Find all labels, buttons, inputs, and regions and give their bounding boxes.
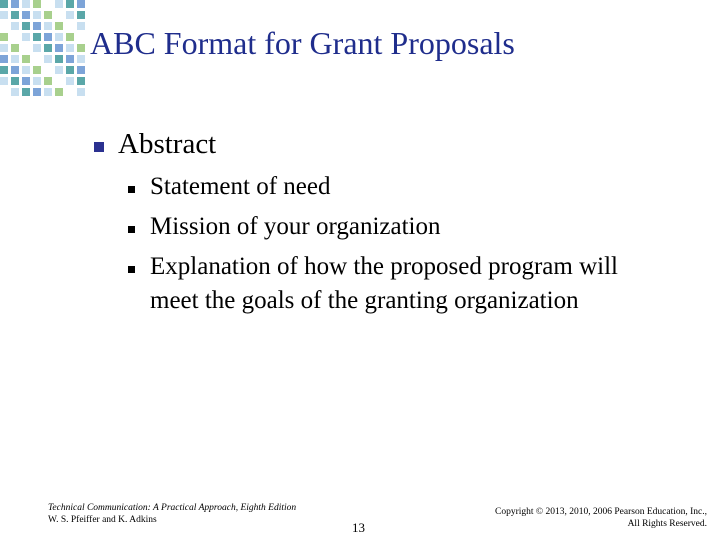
mosaic-tile [22,55,30,63]
copyright-line2: All Rights Reserved. [627,519,707,529]
mosaic-tile [66,77,74,85]
mosaic-tile [0,44,8,52]
mosaic-tile [33,11,41,19]
mosaic-tile [0,0,8,8]
mosaic-tile [77,88,85,96]
decorative-mosaic [0,0,86,104]
mosaic-tile [66,33,74,41]
mosaic-tile [66,22,74,30]
mosaic-tile [33,77,41,85]
page-number: 13 [352,520,365,535]
mosaic-tile [77,77,85,85]
sub-bullet-square-icon [128,186,135,193]
mosaic-tile [22,77,30,85]
mosaic-tile [77,22,85,30]
mosaic-tile [77,55,85,63]
footer-book-info [48,502,296,526]
mosaic-tile [22,33,30,41]
mosaic-tile [55,11,63,19]
bullet-abstract: Abstract [118,128,217,160]
mosaic-tile [66,66,74,74]
mosaic-tile [33,33,41,41]
mosaic-tile [33,88,41,96]
mosaic-tile [11,66,19,74]
mosaic-tile [44,55,52,63]
mosaic-tile [55,66,63,74]
sub-bullet-explanation-line2: meet the goals of the granting organization [150,287,579,314]
mosaic-tile [55,77,63,85]
mosaic-tile [33,0,41,8]
mosaic-tile [66,44,74,52]
mosaic-tile [55,88,63,96]
mosaic-tile [55,0,63,8]
footer-book-title: Technical Communication: A Practical Approach, Eighth Edition [48,503,297,513]
sub-bullet-statement: Statement of need [150,173,331,200]
mosaic-tile [55,55,63,63]
mosaic-tile [11,0,19,8]
mosaic-tile [66,55,74,63]
sub-bullet-explanation-line1: Explanation of how the proposed program will [150,253,618,280]
slide-title: ABC Format for Grant Proposals [90,25,515,61]
sub-bullet-square-icon [128,266,135,273]
mosaic-tile [0,22,8,30]
bullet-square-icon [94,142,104,152]
mosaic-tile [0,77,8,85]
footer-authors: W. S. Pfeiffer and K. Adkins [48,515,157,525]
mosaic-tile [33,55,41,63]
mosaic-tile [66,0,74,8]
mosaic-tile [0,11,8,19]
mosaic-tile [0,88,8,96]
mosaic-tile [55,22,63,30]
mosaic-tile [22,66,30,74]
footer-copyright [495,506,707,530]
mosaic-tile [22,44,30,52]
mosaic-tile [44,0,52,8]
mosaic-tile [22,22,30,30]
mosaic-tile [0,66,8,74]
mosaic-tile [77,11,85,19]
mosaic-tile [44,44,52,52]
copyright-line1: Copyright © 2013, 2010, 2006 Pearson Education, Inc., [495,507,707,517]
mosaic-tile [77,0,85,8]
mosaic-tile [0,33,8,41]
mosaic-tile [22,88,30,96]
mosaic-tile [44,22,52,30]
mosaic-tile [11,77,19,85]
mosaic-tile [44,77,52,85]
mosaic-tile [11,88,19,96]
mosaic-tile [44,66,52,74]
mosaic-tile [11,44,19,52]
mosaic-tile [44,88,52,96]
mosaic-tile [11,22,19,30]
mosaic-tile [33,44,41,52]
mosaic-tile [22,0,30,8]
mosaic-tile [22,11,30,19]
mosaic-tile [77,66,85,74]
mosaic-tile [11,55,19,63]
sub-bullet-square-icon [128,226,135,233]
mosaic-tile [11,33,19,41]
mosaic-tile [33,22,41,30]
mosaic-tile [0,55,8,63]
mosaic-tile [77,33,85,41]
mosaic-tile [33,66,41,74]
mosaic-tile [66,11,74,19]
mosaic-tile [55,33,63,41]
sub-bullet-mission: Mission of your organization [150,213,441,240]
mosaic-tile [77,44,85,52]
mosaic-tile [66,88,74,96]
mosaic-tile [55,44,63,52]
mosaic-tile [11,11,19,19]
mosaic-tile [44,11,52,19]
mosaic-tile [44,33,52,41]
